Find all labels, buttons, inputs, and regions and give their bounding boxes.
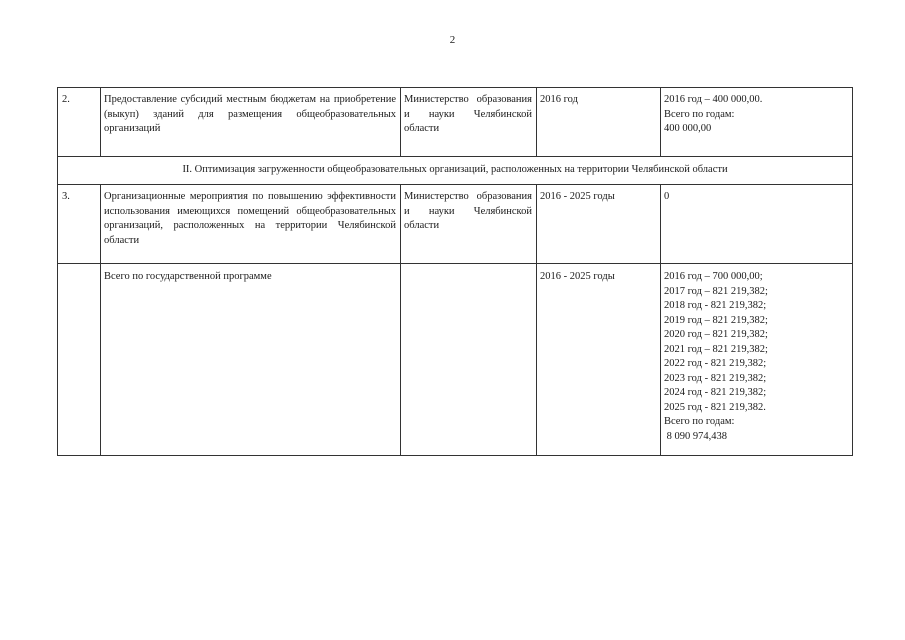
funding-line: Всего по годам: — [664, 108, 735, 120]
column-divider — [660, 87, 661, 156]
activity-text: Организационные мероприятия по повышению эффективности использования имеющихся помещений общеобразовательных организаций, расположенных на территории Челябинской области — [104, 191, 396, 246]
funding-line: 2019 год – 821 219,382; — [664, 314, 768, 326]
funding-line: 2024 год - 821 219,382; — [664, 387, 767, 398]
funding-line: 2023 год - 821 219,382; — [664, 372, 767, 384]
period-text: 2016 - 2025 годы — [540, 191, 615, 202]
funding-line: Всего по годам: — [664, 416, 735, 427]
row-divider — [57, 156, 853, 157]
column-divider — [400, 87, 401, 156]
column-divider — [536, 87, 537, 156]
page-number: 2 — [449, 34, 456, 46]
executor-text: Министерство образования и науки Челябинской области — [404, 94, 532, 134]
column-divider — [536, 184, 537, 455]
program-table — [57, 87, 853, 457]
funding-line: 0 — [664, 191, 670, 202]
column-divider — [400, 184, 401, 455]
funding-line: 2021 год – 821 219,382; — [664, 343, 768, 355]
funding-line: 2018 год - 821 219,382; — [664, 300, 767, 311]
section-title: II. Оптимизация загруженности общеобразовательных организаций, расположенных на территории Челябинской области — [182, 164, 728, 175]
funding-total: 8 090 974,438 — [664, 430, 727, 442]
funding-line: 2022 год - 821 219,382; — [664, 358, 767, 369]
executor-text: Министерство образования и науки Челябинской области — [404, 191, 532, 231]
funding-block — [664, 270, 849, 444]
row-divider — [57, 184, 853, 185]
period-text: 2016 - 2025 годы — [540, 271, 615, 282]
funding-line: 2016 год – 700 000,00; — [664, 271, 763, 282]
period-text: 2016 год — [540, 94, 578, 105]
column-divider — [100, 87, 101, 156]
funding-line: 400 000,00 — [664, 123, 712, 134]
funding-line: 2016 год – 400 000,00. — [664, 94, 763, 105]
funding-line: 2020 год – 821 219,382; — [664, 329, 768, 340]
table-bottom-border — [57, 455, 853, 456]
activity-text: Предоставление субсидий местным бюджетам на приобретение (выкуп) зданий для размещения общеобразовательных организаций — [104, 94, 396, 134]
table-top-border — [57, 87, 853, 88]
column-divider — [100, 184, 101, 455]
total-label: Всего по государственной программе — [104, 271, 272, 282]
table-right-border — [852, 87, 853, 456]
row-divider — [57, 263, 853, 264]
column-divider — [660, 184, 661, 455]
funding-block — [664, 93, 849, 137]
row-number: 2. — [62, 94, 70, 105]
funding-line: 2025 год - 821 219,382. — [664, 401, 766, 413]
table-left-border — [57, 87, 58, 456]
funding-block — [664, 190, 849, 205]
funding-line: 2017 год – 821 219,382; — [664, 285, 768, 297]
row-number: 3. — [62, 191, 70, 202]
